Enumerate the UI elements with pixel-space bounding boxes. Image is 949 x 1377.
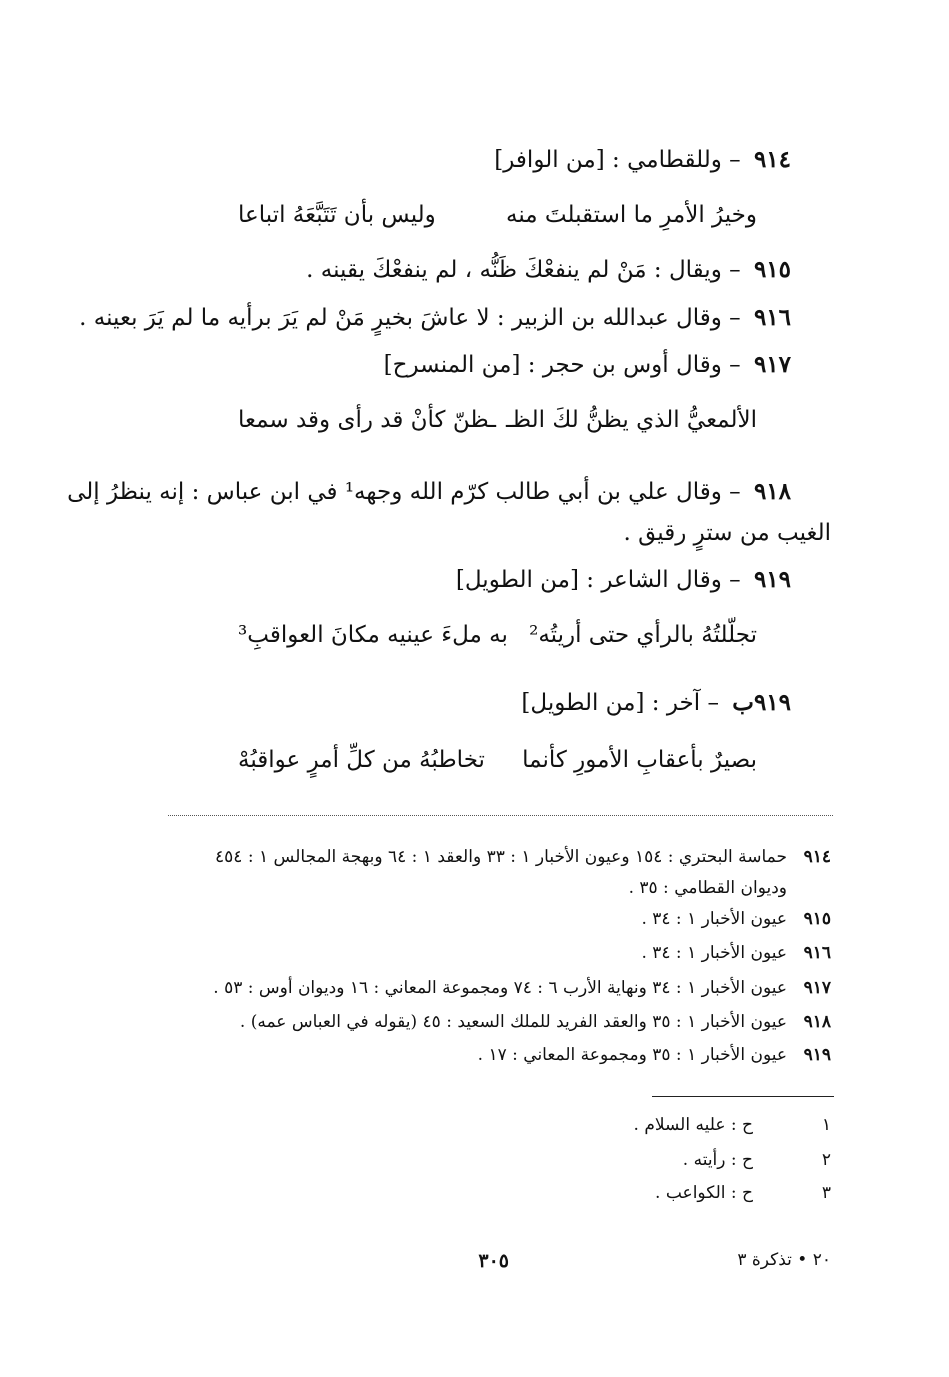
verse-919-second-hemistich: به ملءَ عينيه مكانَ العواقبِ³: [238, 622, 508, 648]
verse-914-second-hemistich: وليس بأن تَتَبَّعَهُ اتباعا: [238, 202, 436, 228]
footer-book-volume: ٢٠ • تذكرة ٣: [737, 1250, 831, 1270]
entry-915: [306, 255, 791, 285]
source-number: ٩١٩: [803, 1045, 831, 1065]
source-text: عيون الأخبار ١ : ٣٥ والعقد الفريد للملك السعيد : ٤٥ (يقوله في العباس عمه) .: [239, 1012, 787, 1032]
notes-divider: [652, 1096, 834, 1097]
entry-917: [384, 350, 791, 380]
variant-note: [683, 1148, 831, 1172]
verse-914-first-hemistich: وخيرُ الأمرِ ما استقبلتَ منه: [505, 202, 757, 228]
entry-text: – وقال عبدالله بن الزبير : لا عاشَ بخيرٍ مَنْ لم يَرَ برأيه ما لم يَرَ بعينه .: [79, 305, 741, 331]
source-line: [240, 1010, 831, 1034]
entry-text: – ويقال : مَنْ لم ينفعْكَ ظَنُّه ، لم ينفعْكَ يقينه .: [306, 257, 741, 283]
sources-divider: [168, 815, 833, 816]
variant-note: [634, 1113, 831, 1137]
note-text: ح : عليه السلام .: [633, 1115, 753, 1135]
source-line: [641, 941, 831, 965]
note-number: ٢: [821, 1150, 831, 1170]
source-number: ٩١٧: [803, 978, 831, 998]
note-number: ٣: [821, 1183, 831, 1203]
entry-text: – آخر : [من الطويل]: [521, 690, 719, 716]
verse-919b-first-hemistich: بصيرٌ بأعقابِ الأمورِ كأنما: [522, 747, 757, 773]
verse-917-first-hemistich: الألمعيُّ الذي يظنُّ لكَ الظـ: [506, 407, 757, 433]
entry-919: [456, 565, 791, 595]
entry-number: ٩١٥: [753, 256, 791, 283]
source-number: ٩١٥: [803, 909, 831, 929]
entry-number: ٩١٩: [753, 566, 791, 593]
entry-number: ٩١٤: [753, 146, 791, 173]
source-text: عيون الأخبار ١ : ٣٤ .: [641, 909, 787, 929]
page-number: ٣٠٥: [478, 1250, 509, 1272]
source-number: ٩١٦: [803, 943, 831, 963]
source-text: حماسة البحتري : ١٥٤ وعيون الأخبار ١ : ٣٣ والعقد ١ : ٦٤ وبهجة المجالس ١ : ٤٥٤: [215, 847, 787, 867]
source-line: [213, 976, 831, 1000]
entry-918-continuation: الغيب من سترٍ رقيق .: [623, 520, 831, 546]
source-line: [478, 1043, 831, 1067]
source-text: عيون الأخبار ١ : ٣٥ ومجموعة المعاني : ١٧ .: [477, 1045, 787, 1065]
verse-919b-second-hemistich: تخاطبُهُ من كلِّ أمرٍ عواقبُهْ: [238, 747, 485, 773]
note-number: ١: [821, 1115, 831, 1135]
source-line: [641, 907, 831, 931]
entry-916: [79, 303, 791, 333]
entry-918: [67, 477, 791, 507]
source-text: عيون الأخبار ١ : ٣٤ .: [641, 943, 787, 963]
entry-number: ٩١٧: [753, 351, 791, 378]
entry-text: – وقال الشاعر : [من الطويل]: [455, 567, 741, 593]
note-text: ح : رأيته .: [682, 1150, 753, 1170]
variant-note: [655, 1181, 831, 1205]
entry-number: ٩١٩ب: [732, 689, 791, 716]
verse-917-second-hemistich: ـظنّ كأنْ قد رأى وقد سمعا: [238, 407, 496, 433]
verse-919-first-hemistich: تجلّلتُهُ بالرأي حتى أريتُه²: [529, 622, 757, 648]
source-text: وديوان القطامي : ٣٥ .: [628, 878, 787, 898]
entry-text: – وقال علي بن أبي طالب كرّم الله وجهه¹ في ابن عباس : إنه ينظرُ إلى: [67, 479, 741, 505]
entry-text: – وقال أوس بن حجر : [من المنسرح]: [383, 352, 741, 378]
source-number: ٩١٤: [803, 847, 831, 867]
source-number: ٩١٨: [803, 1012, 831, 1032]
entry-number: ٩١٦: [753, 304, 791, 331]
source-line: [215, 845, 831, 869]
entry-text: – وللقطامي : [من الوافر]: [494, 147, 741, 173]
source-line: [629, 876, 787, 900]
entry-919b: [521, 688, 791, 718]
source-text: عيون الأخبار ١ : ٣٤ ونهاية الأرب ٦ : ٧٤ ومجموعة المعاني : ١٦ وديوان أوس : ٥٣ .: [213, 978, 787, 998]
entry-914: [494, 145, 791, 175]
entry-number: ٩١٨: [753, 478, 791, 505]
note-text: ح : الكواعب .: [655, 1183, 753, 1203]
